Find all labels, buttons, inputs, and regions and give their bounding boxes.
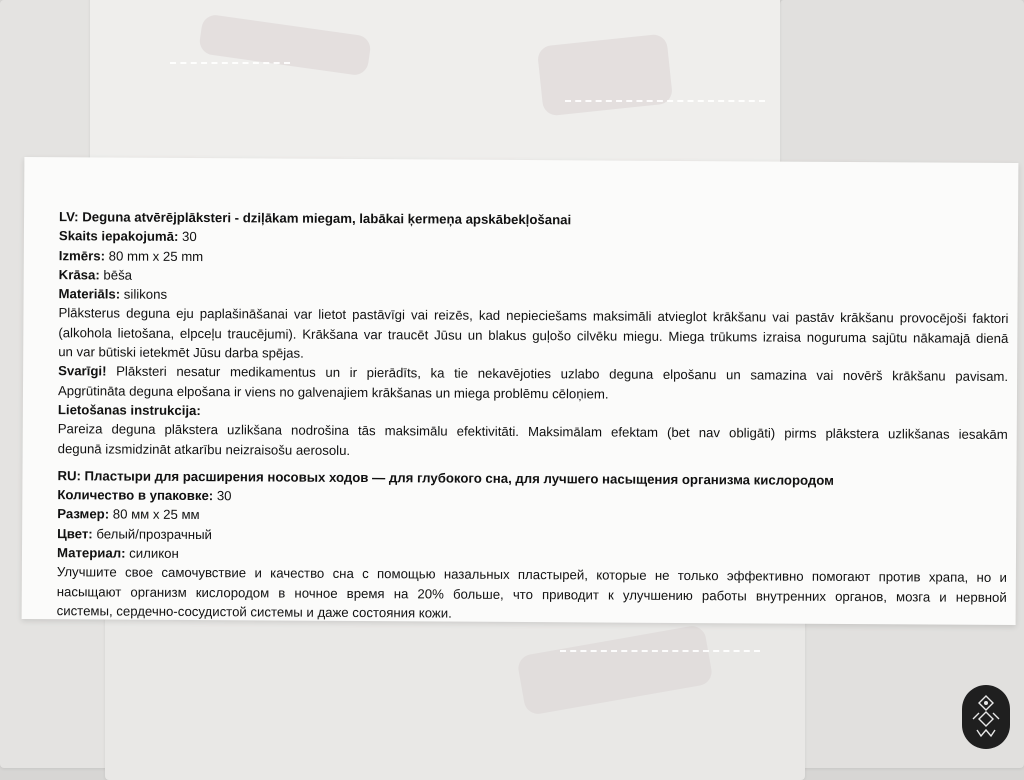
ru-count-label: Количество в упаковке: [57,487,214,504]
ru-color-label: Цвет: [57,525,93,542]
pouch-seam [560,650,760,652]
lv-material-label: Materiāls: [58,286,121,302]
ru-material-value: силикон [125,545,179,561]
ru-size-value: 80 мм x 25 мм [109,506,200,523]
lv-material-value: silikons [120,286,168,303]
ru-color-value: белый/прозрачный [92,526,213,542]
lv-count-label: Skaits iepakojumā: [58,228,179,245]
ru-size-label: Размер: [57,506,110,522]
lv-description-line: Plāksterus deguna eju paplašināšanai var lietot pastāvīgi vai reizēs, kad nepieciešams maksimāli atvieglot krākšanu vai pastāv krākšanu provocējoši faktori [58,305,1009,327]
lv-color-value: bēša [99,267,133,283]
pouch-top [90,0,780,180]
ru-material-label: Материал: [56,545,126,561]
ru-description-line: Улучшите свое самочувствие и качество сна с помощью назальных пластырей, которые не только эффективно помогают против храпа, но и [56,564,1007,586]
lv-color-label: Krāsa: [58,267,100,283]
ru-description-line: системы, сердечно-сосудистой системы и даже состояния кожи. [56,603,452,621]
diamond-ornament-logo [962,685,1010,749]
label-text [57,207,1010,626]
lv-size-label: Izmērs: [58,247,106,264]
diamond-ornament-icon [969,692,1003,742]
ru-count-value: 30 [213,488,232,504]
lv-count-value: 30 [178,229,197,245]
product-label [22,157,1019,625]
lv-description-line: un var būtiski ietekmēt Jūsu darba spējas. [58,344,304,361]
ru-title: RU: Пластыри для расширения носовых ходов — для глубокого сна, для лучшего насыщения организма кислородом [57,468,834,488]
strip-imprint [537,33,674,116]
lv-size-value: 80 mm x 25 mm [104,248,204,264]
lv-instructions-line: Pareiza deguna plākstera uzlikšana nodrošina tās maksimālu efektivitāti. Maksimālam efektam (bet nav obligāti) pirms plākstera uzlikšanas iesakām [57,421,1008,443]
lv-instructions-line: degunā izsmidzināt atkarību neizraisošu aerosolu. [57,440,351,458]
pouch-seam [170,62,290,64]
lv-important-label: Svarīgi! [58,363,107,379]
lv-description-line: (alkohola lietošana, elpceļu traucējumi). Krākšana var traucēt Jūsu un blakus guļošo cilvēku miegu. Miega trūkums izraisa noguruma sajūtu nākamajā dienā [58,324,1009,346]
ru-description-line: насыщают организм кислородом в ночное время на 20% больше, что приводит к улучшению работы внутренних органов, мозга и нервной [56,583,1007,605]
lv-important-text: Plāksteri nesatur medikamentus un ir pierādīts, ka tie nekavējoties uzlabo deguna elpošanu un samazina vai novērš krākšanu pavisam. [106,363,1009,385]
lv-title: LV: Deguna atvērējplāksteri - dziļākam miegam, labākai ķermeņa apskābekļošanai [59,209,572,228]
lv-important-line: Apgrūtināta deguna elpošana ir viens no galvenajiem krākšanas un miega problēmu cēloņiem. [57,382,609,402]
lv-instructions-heading: Lietošanas instrukcija: [57,402,201,419]
pouch-seam [565,100,765,102]
